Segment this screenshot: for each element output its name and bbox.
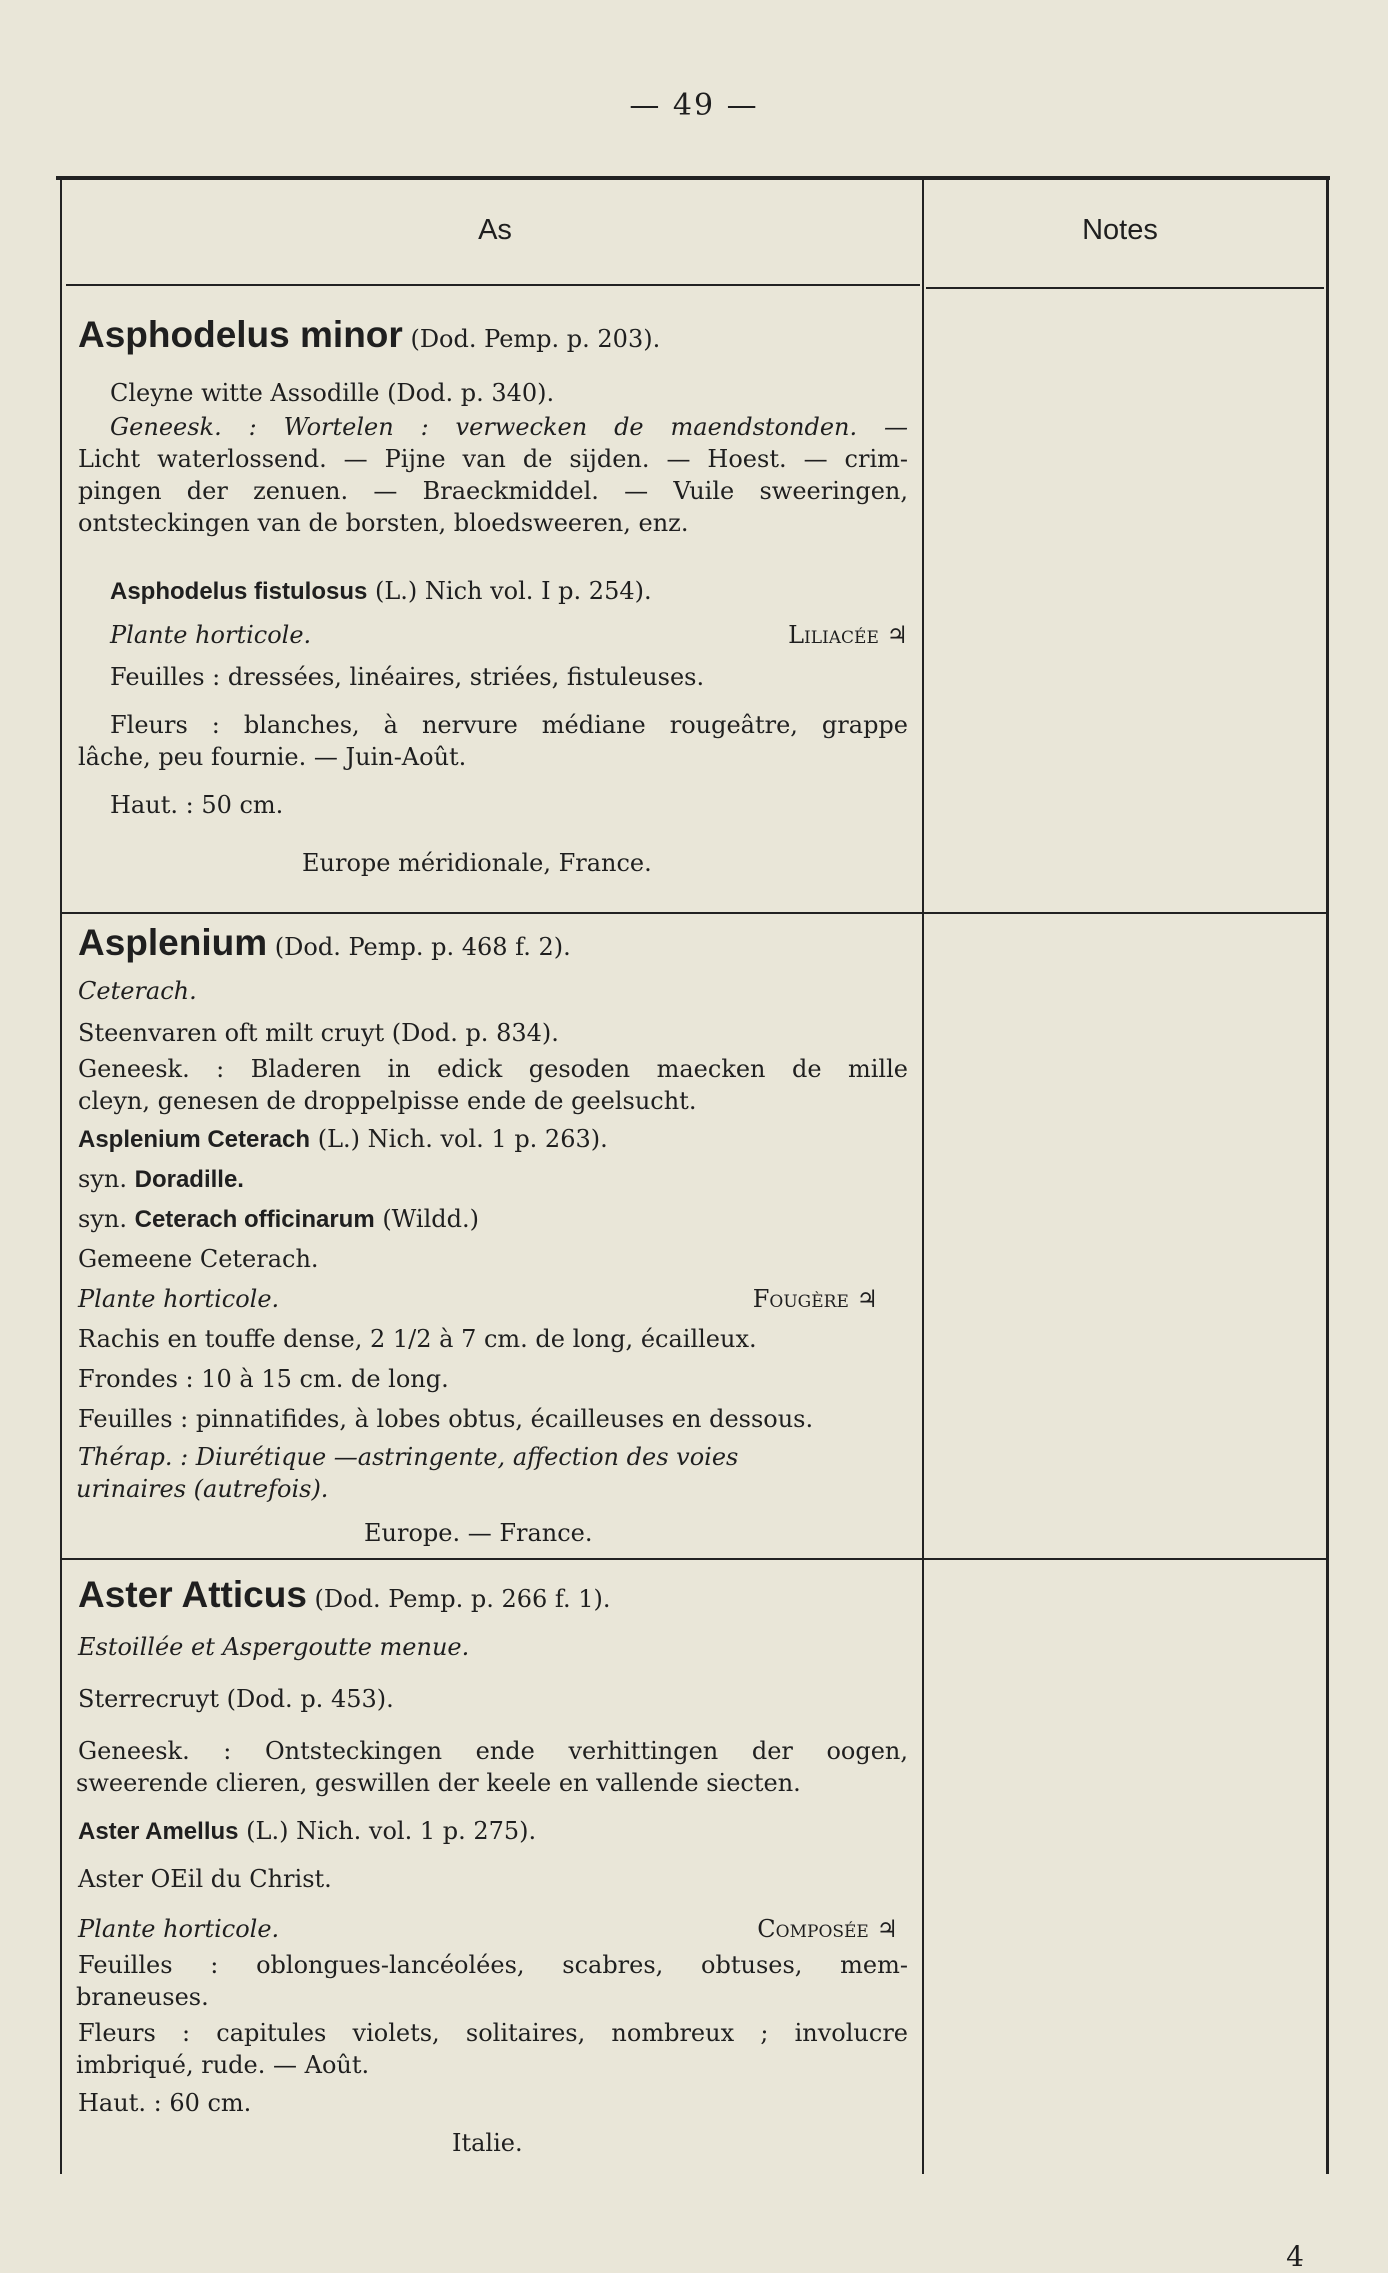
header-rule [66,284,920,286]
syn-label: syn. [78,1165,127,1193]
synonym-ref: (Wildd.) [382,1205,479,1233]
detail-line: braneuses. [76,1983,209,2011]
text-line: Cleyne witte Assodille (Dod. p. 340). [110,379,555,407]
detail-line: Feuilles : dressées, linéaires, striées, fistuleuses. [110,663,705,691]
detail-line: Feuilles : oblongues-lancéolées, scabres, obtuses, mem- [78,1951,908,1979]
syn-label: syn. [78,1205,127,1233]
text-line: Ceterach. [78,977,197,1005]
text-line: Licht waterlossend. — Pijne van de sijden. — Hoest. — crim- [78,445,908,473]
region: Europe méridionale, France. [302,849,652,877]
left-rule [60,178,62,2174]
region: Europe. — France. [364,1519,593,1547]
species-ref: (L.) Nich. vol. 1 p. 275). [246,1817,537,1845]
entry-title-ref: (Dod. Pemp. p. 203). [410,325,661,353]
detail-line: Fleurs : capitules violets, solitaires, nombreux ; involucre [78,2019,908,2047]
right-rule [1326,178,1329,2174]
species-name: Asphodelus fistulosus [110,578,368,605]
column-divider [922,178,924,2174]
entry-asplenium [76,922,908,1548]
column-header-notes: Notes [1082,214,1158,246]
species-ref: (L.) Nich. vol. 1 p. 263). [317,1125,608,1153]
plant-type: Plante horticole. [110,621,312,649]
plant-family: Fougère ♃ [752,1285,878,1313]
top-rule [56,176,1330,180]
text-line: Sterrecruyt (Dod. p. 453). [78,1685,394,1713]
common-name: Gemeene Ceterach. [78,1245,319,1273]
detail-line: lâche, peu fournie. — Juin-Août. [78,743,467,771]
entry-title: Aster Atticus [78,1574,307,1615]
species-name: Aster Amellus [78,1818,239,1845]
entry-asphodelus [78,314,908,900]
species-name: Asplenium Ceterach [78,1126,311,1153]
plant-family: Liliacée ♃ [788,621,908,649]
region: Italie. [452,2129,523,2157]
text-line: ontsteckingen van de borsten, bloedsweeren, enz. [78,509,689,537]
text-line: Estoillée et Aspergoutte menue. [78,1633,470,1661]
detail-line: Feuilles : pinnatifides, à lobes obtus, écailleuses en dessous. [78,1405,814,1433]
detail-line: Haut. : 50 cm. [110,791,284,819]
entry-title: Asphodelus minor [78,314,403,355]
row-rule-1 [62,912,1326,914]
species-ref: (L.) Nich vol. I p. 254). [375,577,652,605]
row-rule-2 [62,1558,1326,1560]
plant-type: Plante horticole. [78,1285,280,1313]
detail-line: urinaires (autrefois). [76,1475,329,1503]
detail-line: Rachis en touffe dense, 2 1/2 à 7 cm. de long, écailleux. [78,1325,757,1353]
synonym: Ceterach officinarum [134,1206,375,1233]
text-line: cleyn, genesen de droppelpisse ende de geelsucht. [78,1087,697,1115]
text-line: Geneesk. : Wortelen : verwecken de maendstonden. — [110,413,908,441]
plant-type: Plante horticole. [78,1915,280,1943]
entry-aster [76,1574,908,2170]
text-line: Geneesk. : Ontsteckingen ende verhittingen der oogen, [78,1737,908,1765]
detail-line: Fleurs : blanches, à nervure médiane rougeâtre, grappe [110,711,908,739]
sheet-number: 4 [1286,2240,1304,2273]
detail-line: imbriqué, rude. — Août. [76,2051,370,2079]
plant-family: Composée ♃ [757,1915,898,1943]
text-line: sweerende clieren, geswillen der keele en vallende siecten. [76,1769,801,1797]
header-rule-notes [926,287,1324,289]
entry-title-ref: (Dod. Pemp. p. 468 f. 2). [274,933,571,961]
column-header-as: As [478,214,512,246]
entry-title: Asplenium [78,922,268,963]
detail-line: Frondes : 10 à 15 cm. de long. [78,1365,449,1393]
entry-title-ref: (Dod. Pemp. p. 266 f. 1). [314,1585,611,1613]
page-number: — 49 — [629,88,759,123]
detail-line: Haut. : 60 cm. [78,2089,252,2117]
text-line: pingen der zenuen. — Braeckmiddel. — Vuile sweeringen, [78,477,908,505]
common-name: Aster OEil du Christ. [78,1865,332,1893]
synonym: Doradille. [134,1166,244,1193]
text-line: Geneesk. : Bladeren in edick gesoden maecken de mille [78,1055,908,1083]
text-line: Steenvaren oft milt cruyt (Dod. p. 834). [78,1019,559,1047]
detail-line: Thérap. : Diurétique —astringente, affection des voies [78,1443,739,1471]
